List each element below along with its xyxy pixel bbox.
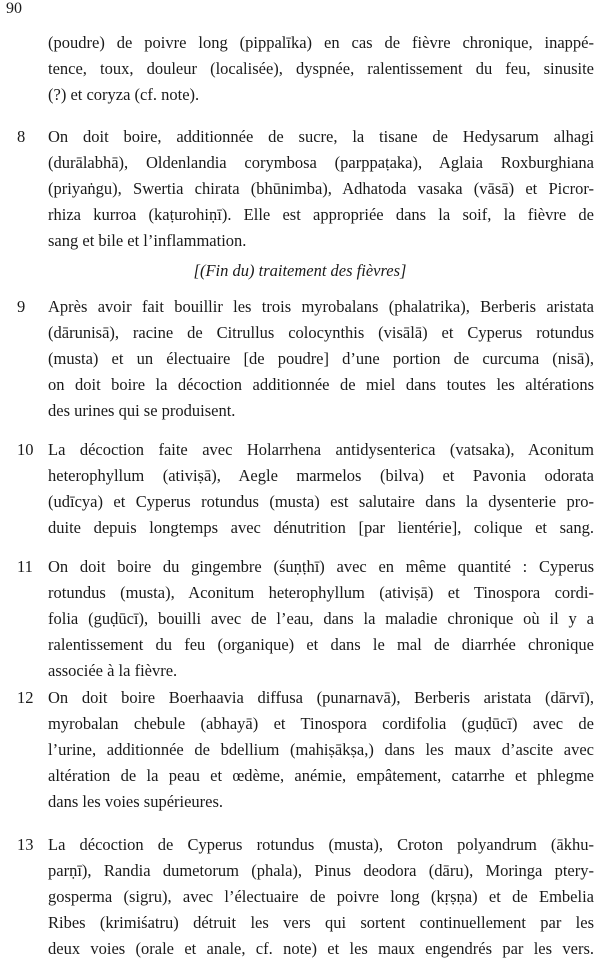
verse-number: 10 [17, 440, 34, 459]
verse-text [48, 554, 594, 684]
text-line: associée à la fièvre. [48, 661, 178, 680]
text-line: La décoction de Cyperus rotundus (musta), Croton polyandrum (ākhu- [48, 835, 594, 854]
text-line: l’urine, additionnée de bdellium (mahiṣākṣa,) dans les maux d’ascite avec [48, 740, 594, 759]
text-line: (durālabhā), Oldenlandia corymbosa (parppaṭaka), Aglaia Roxburghiana [48, 153, 594, 172]
text-line: heterophyllum (ativiṣā), Aegle marmelos (bilva) et Pavonia odorata [48, 466, 594, 485]
text-line: On doit boire du gingembre (śuṇṭhī) avec en même quantité : Cyperus [48, 557, 594, 576]
verse-text [48, 437, 594, 541]
text-line: sang et bile et l’inflammation. [48, 231, 247, 250]
text-line: myrobalan chebule (abhayā) et Tinospora cordifolia (guḍūcī) avec de [48, 714, 594, 733]
text-line: on doit boire la décoction additionnée de miel dans toutes les altérations [48, 375, 594, 394]
verse-number: 9 [17, 297, 26, 316]
text-line: tence, toux, douleur (localisée), dyspnée, ralentissement du feu, sinusite [48, 59, 594, 78]
text-line: (?) et coryza (cf. note). [48, 85, 200, 104]
text-line: (priyaṅgu), Swertia chirata (bhūnimba), Adhatoda vasaka (vāsā) et Picror- [48, 179, 594, 198]
text-line: On doit boire Boerhaavia diffusa (punarnavā), Berberis aristata (dārvī), [48, 688, 594, 707]
text-line: altération de la peau et œdème, anémie, empâtement, catarrhe et phlegme [48, 766, 594, 785]
text-line: rotundus (musta), Aconitum heterophyllum (ativiṣā) et Tinospora cordi- [48, 583, 594, 602]
text-line: rhiza kurroa (kaṭurohiṇī). Elle est appropriée dans la soif, la fièvre de [48, 205, 594, 224]
text-line: ralentissement du feu (organique) et dans le mal de diarrhée chronique [48, 635, 594, 654]
text-line: (poudre) de poivre long (pippalīka) en cas de fièvre chronique, inappé- [48, 33, 594, 52]
verse-number: 11 [17, 557, 33, 576]
text-line: On doit boire, additionnée de sucre, la tisane de Hedysarum alhagi [48, 127, 594, 146]
text-line: (musta) et un électuaire [de poudre] d’une portion de curcuma (nisā), [48, 349, 594, 368]
verse-text [48, 832, 594, 962]
verse-number: 12 [17, 688, 34, 707]
text-line: (udīcya) et Cyperus rotundus (musta) est salutaire dans la dysenterie pro- [48, 492, 594, 511]
text-line: des urines qui se produisent. [48, 401, 236, 420]
verse-number: 8 [17, 127, 26, 146]
verse-text [48, 124, 594, 254]
text-line: dans les voies supérieures. [48, 792, 224, 811]
text-line: gosperma (sigru), avec l’électuaire de poivre long (kṛṣṇa) et de Embelia [48, 887, 594, 906]
verse-text [48, 294, 594, 424]
text-line: parṇī), Randia dumetorum (phala), Pinus deodora (dāru), Moringa ptery- [48, 861, 594, 880]
text-line: Ribes (krimiśatru) détruit les vers qui sortent continuellement par les [48, 913, 594, 932]
verse-text [48, 30, 594, 108]
text-line: duite depuis longtemps avec dénutrition [par lientérie], colique et sang. [48, 518, 594, 537]
text-line: Après avoir fait bouillir les trois myrobalans (phalatrika), Berberis aristata [48, 297, 594, 316]
text-line: deux voies (orale et anale, cf. note) et les maux engendrés par les vers. [48, 939, 594, 958]
text-line: (dārunisā), racine de Citrullus colocynthis (visālā) et Cyperus rotundus [48, 323, 594, 342]
verse-text [48, 685, 594, 815]
section-heading: [(Fin du) traitement des fièvres] [193, 261, 407, 280]
text-line: La décoction faite avec Holarrhena antidysenterica (vatsaka), Aconitum [48, 440, 594, 459]
text-line: folia (guḍūcī), bouilli avec de l’eau, dans la maladie chronique où il y a [48, 609, 594, 628]
verse-number: 13 [17, 835, 34, 854]
page-number: 90 [6, 0, 22, 17]
